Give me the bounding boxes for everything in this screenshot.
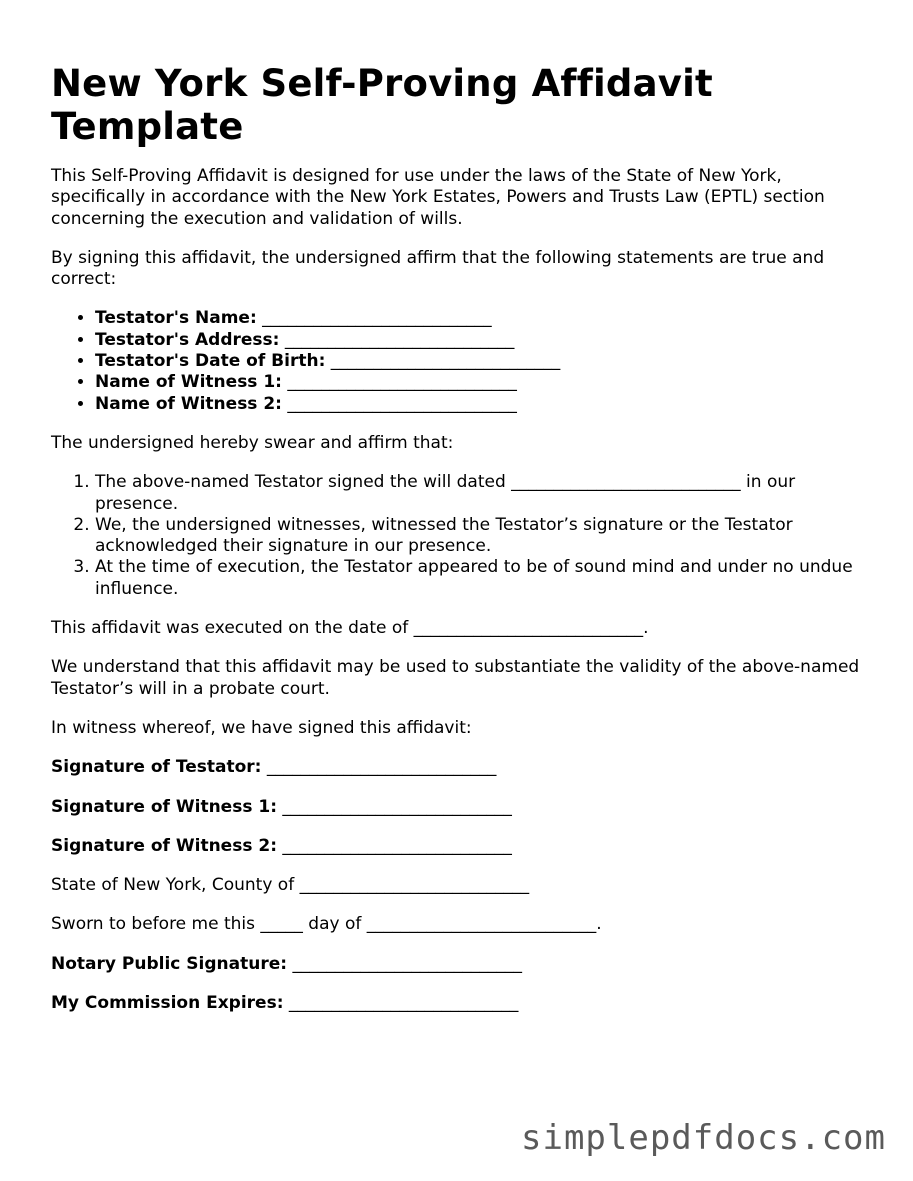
blank-line: ___________________________ xyxy=(287,372,517,393)
field-label: Name of Witness 2: xyxy=(95,393,282,414)
blank-line: ___________________________ xyxy=(288,993,519,1014)
witness-whereof: In witness whereof, we have signed this affidavit: xyxy=(51,717,472,738)
intro-paragraph: This Self-Proving Affidavit is designed for use under the laws of the State of New York, specifically in accordance with the New York Estates, Powers and Trusts Law (EPTL) section concerning the execution and validation of wills. xyxy=(51,166,825,229)
statements-list xyxy=(51,472,871,600)
field-label: Testator's Address: xyxy=(95,329,280,350)
understand-paragraph: We understand that this affidavit may be used to substantiate the validity of the above-named Testator’s will in a probate court. xyxy=(51,657,860,699)
statement-item: 1. The above-named Testator signed the will dated ___________________________ in our presence. xyxy=(95,472,871,515)
notary-signature xyxy=(51,954,871,975)
field-label: Testator's Date of Birth: xyxy=(95,351,326,372)
swear-intro: The undersigned hereby swear and affirm that: xyxy=(51,432,454,453)
county-line: State of New York, County of ___________________________ xyxy=(51,875,530,896)
commission-expires xyxy=(51,993,871,1014)
page-title: New York Self-Proving Affidavit Template xyxy=(51,62,713,148)
signature-label: Signature of Testator: xyxy=(51,757,262,778)
field-testator-name xyxy=(95,308,871,329)
document xyxy=(51,62,871,1032)
field-testator-address xyxy=(95,330,871,351)
blank-line: ___________________________ xyxy=(266,757,497,778)
blank-line: ___________________________ xyxy=(282,835,512,856)
affirm-intro: By signing this affidavit, the undersigned affirm that the following statements are true and correct: xyxy=(51,247,825,290)
blank-line: ___________________________ xyxy=(284,329,515,350)
field-label: Testator's Name: xyxy=(95,308,257,329)
statement-item: 3. At the time of execution, the Testator appeared to be of sound mind and under no undue influence. xyxy=(95,557,871,600)
field-label: Name of Witness 1: xyxy=(95,372,282,393)
blank-line: ___________________________ xyxy=(330,351,561,372)
watermark: simplepdfdocs.com xyxy=(521,1118,886,1158)
blank-line: ___________________________ xyxy=(262,308,492,329)
blank-line: ___________________________ xyxy=(292,953,522,974)
field-testator-dob xyxy=(95,351,871,372)
statement-item: 2. We, the undersigned witnesses, witnessed the Testator’s signature or the Testator acknowledged their signature in our presence. xyxy=(95,515,871,558)
field-witness-1-name xyxy=(95,372,871,393)
field-witness-2-name xyxy=(95,394,871,415)
info-fields-list xyxy=(51,308,871,414)
signature-label: Signature of Witness 1: xyxy=(51,796,277,817)
signature-label: My Commission Expires: xyxy=(51,993,284,1014)
signature-witness-2 xyxy=(51,836,871,857)
executed-date-line: This affidavit was executed on the date of ___________________________. xyxy=(51,618,649,639)
signature-witness-1 xyxy=(51,797,871,818)
signature-label: Signature of Witness 2: xyxy=(51,835,277,856)
blank-line: ___________________________ xyxy=(287,393,517,414)
sworn-line: Sworn to before me this _____ day of ___________________________. xyxy=(51,914,602,935)
blank-line: ___________________________ xyxy=(282,796,512,817)
signature-label: Notary Public Signature: xyxy=(51,953,288,974)
signature-testator xyxy=(51,757,871,778)
